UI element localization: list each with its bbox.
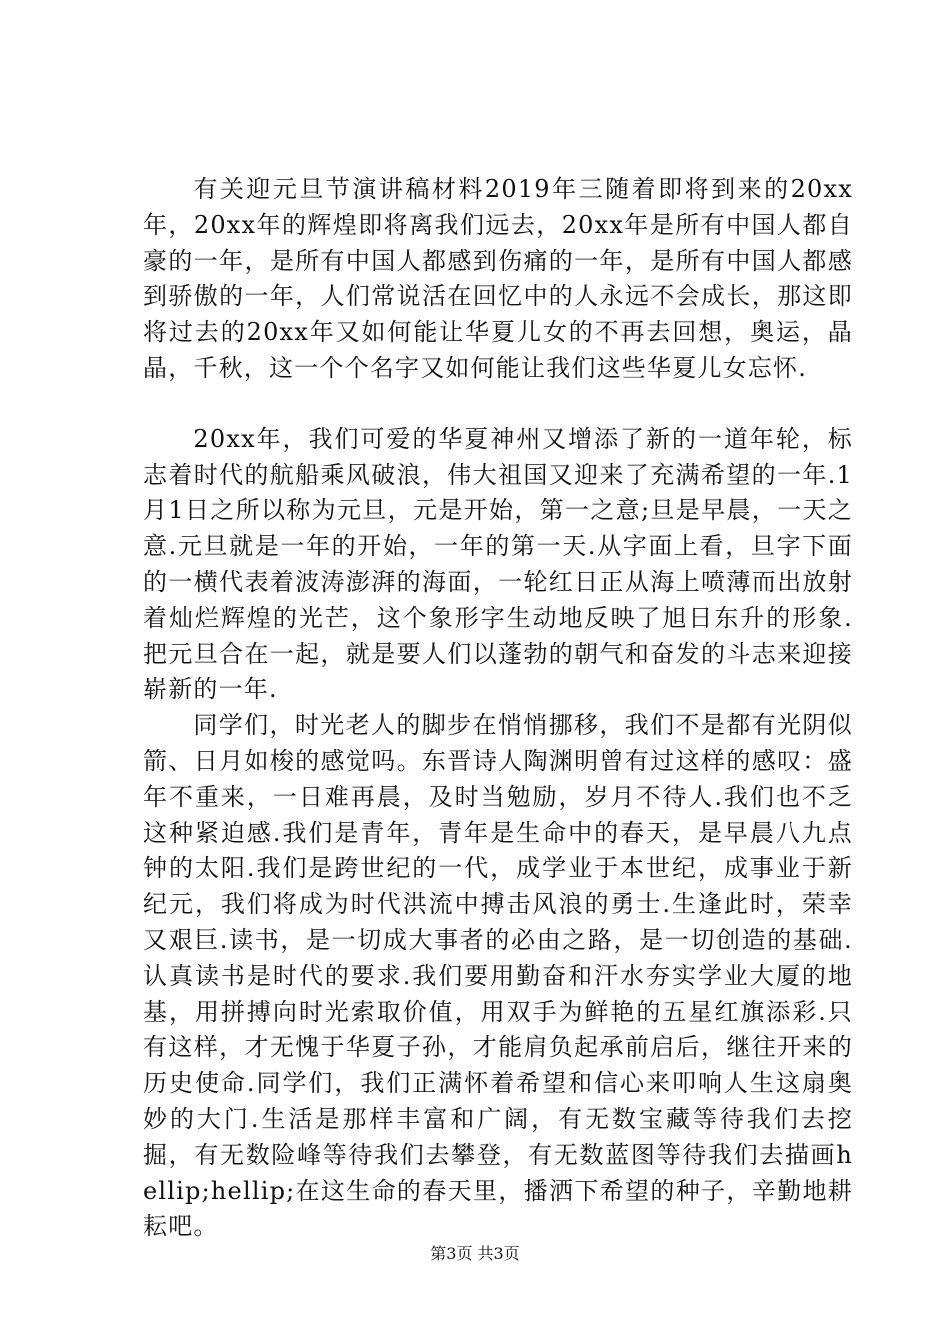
paragraph-spacer xyxy=(143,387,853,422)
paragraph-2: 20xx年，我们可爱的华夏神州又增添了新的一道年轮，标志着时代的航船乘风破浪，伟大祖国又迎来了充满希望的一年.1月1日之所以称为元旦，元是开始，第一之意;旦是早晨，一天之意.元旦就是一年的开始，一年的第一天.从字面上看，旦字下面的一横代表着波涛澎湃的海面，一轮红日正从海上喷薄而出放射着灿烂辉煌的光芒，这个象形字生动地反映了旭日东升的形象.把元旦合在一起，就是要人们以蓬勃的朝气和奋发的斗志来迎接崭新的一年. xyxy=(143,424,853,704)
paragraph-1: 有关迎元旦节演讲稿材料2019年三随着即将到来的20xx年，20xx年的辉煌即将离我们远去，20xx年是所有中国人都自豪的一年，是所有中国人都感到伤痛的一年，是所有中国人都感到骄傲的一年，人们常说活在回忆中的人永远不会成长，那这即将过去的20xx年又如何能让华夏儿女的不再去回想，奥运，晶晶，千秋，这一个个名字又如何能让我们这些华夏儿女忘怀. xyxy=(143,175,853,382)
document-body xyxy=(143,172,853,1245)
page-number-footer: 第3页 共3页 xyxy=(430,1244,520,1263)
paragraph-3: 同学们，时光老人的脚步在悄悄挪移，我们不是都有光阴似箭、日月如梭的感觉吗。东晋诗人陶渊明曾有过这样的感叹：盛年不重来，一日难再晨，及时当勉励，岁月不待人.我们也不乏这种紧迫感.我们是青年，青年是生命中的春天，是早晨八九点钟的太阳.我们是跨世纪的一代，成学业于本世纪，成事业于新纪元，我们将成为时代洪流中搏击风浪的勇士.生逢此时，荣幸又艰巨.读书，是一切成大事者的必由之路，是一切创造的基础.认真读书是时代的要求.我们要用勤奋和汗水夯实学业大厦的地基，用拼搏向时光索取价值，用双手为鲜艳的五星红旗添彩.只有这样，才无愧于华夏子孙，才能肩负起承前启后，继往开来的历史使命.同学们，我们正满怀着希望和信心来叩响人生这扇奥妙的大门.生活是那样丰富和广阔，有无数宝藏等待我们去挖掘，有无数险峰等待我们去攀登，有无数蓝图等待我们去描画hellip;hellip;在这生命的春天里，播洒下希望的种子，辛勤地耕耘吧。 xyxy=(143,711,853,1241)
